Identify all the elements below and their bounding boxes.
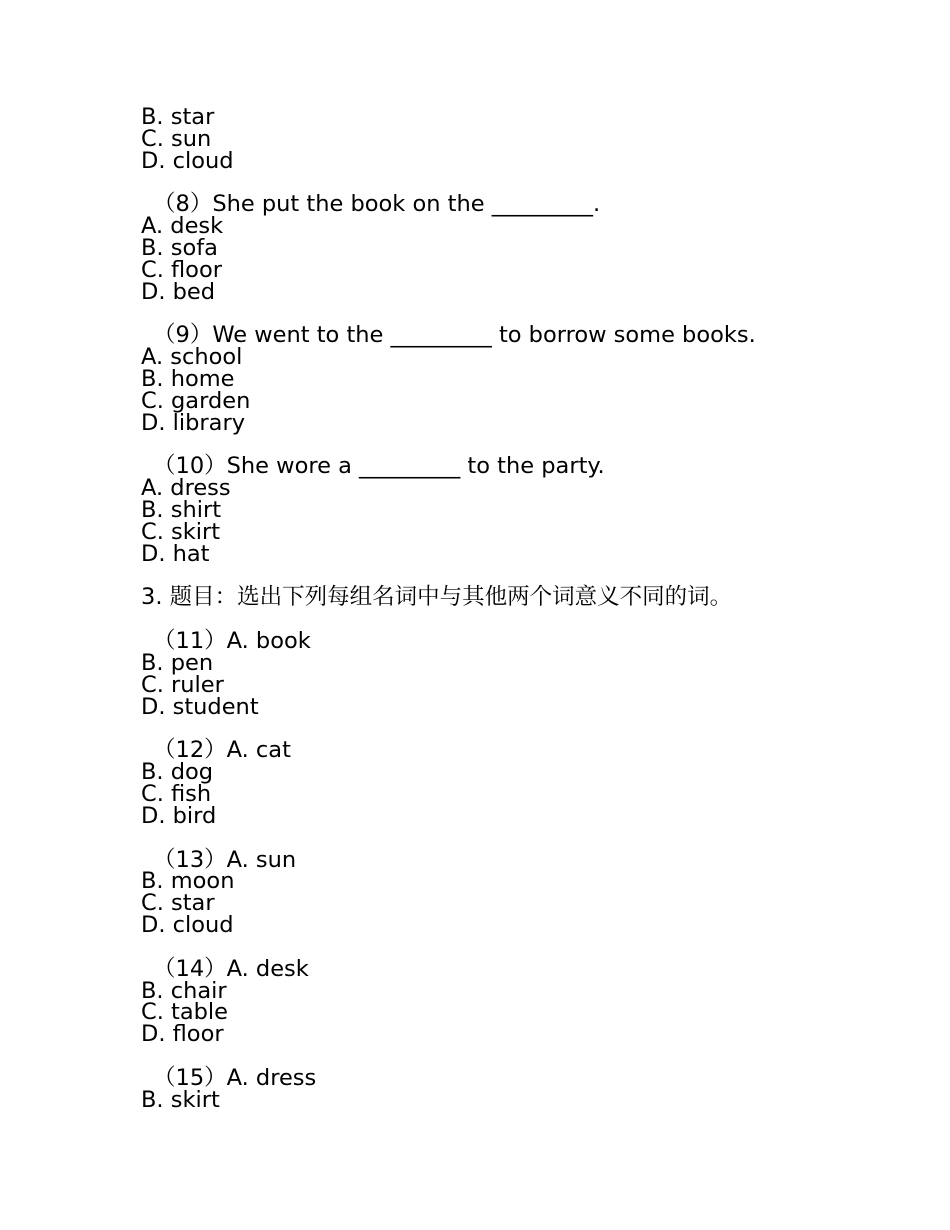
option: B. skirt: [141, 1086, 220, 1113]
question-stem: （9）We went to the _________ to borrow some books.: [153, 322, 756, 349]
section-3-heading: 3. 题目：选出下列每组名词中与其他两个词意义不同的词。: [141, 584, 733, 611]
option: D. cloud: [141, 911, 234, 938]
option: B. moon: [141, 868, 235, 895]
question-14: [141, 955, 841, 1048]
option: C. table: [141, 999, 229, 1026]
question-stem: （15）A. dress: [153, 1064, 317, 1091]
question-stem: （11）A. book: [153, 628, 311, 655]
question-8: [141, 191, 841, 305]
option: B. chair: [141, 977, 227, 1004]
question-10: [141, 453, 841, 567]
question-12: [141, 737, 841, 829]
option: B. sofa: [141, 234, 218, 261]
option: D. cloud: [141, 147, 234, 174]
option: D. floor: [141, 1021, 224, 1048]
option: C. garden: [141, 387, 251, 414]
option: C. star: [141, 890, 215, 917]
option: B. pen: [141, 649, 214, 676]
question-15: [141, 1064, 841, 1113]
option: D. library: [141, 409, 246, 436]
option: C. ruler: [141, 671, 224, 698]
option: D. bird: [141, 802, 217, 829]
option: A. desk: [141, 213, 224, 240]
document-page: [141, 104, 841, 1133]
option: A. school: [141, 344, 243, 371]
option: B. star: [141, 104, 215, 130]
question-stem: （8）She put the book on the _________.: [153, 191, 601, 218]
question-stem: （12）A. cat: [153, 737, 291, 764]
option: A. dress: [141, 475, 231, 502]
question-stem: （14）A. desk: [153, 955, 309, 982]
option: B. shirt: [141, 496, 222, 523]
option: C. sun: [141, 125, 212, 152]
question-9: [141, 322, 841, 436]
question-11: [141, 628, 841, 720]
question-7-options-tail: [141, 104, 841, 174]
option: D. student: [141, 693, 259, 720]
question-stem: （13）A. sun: [153, 846, 297, 873]
option: B. home: [141, 365, 235, 392]
question-stem: （10）She wore a _________ to the party.: [153, 453, 605, 480]
option: C. floor: [141, 256, 222, 283]
option: D. bed: [141, 278, 216, 305]
option: B. dog: [141, 759, 214, 786]
option: C. fish: [141, 780, 212, 807]
option: D. hat: [141, 540, 210, 567]
option: C. skirt: [141, 518, 221, 545]
question-13: [141, 846, 841, 938]
